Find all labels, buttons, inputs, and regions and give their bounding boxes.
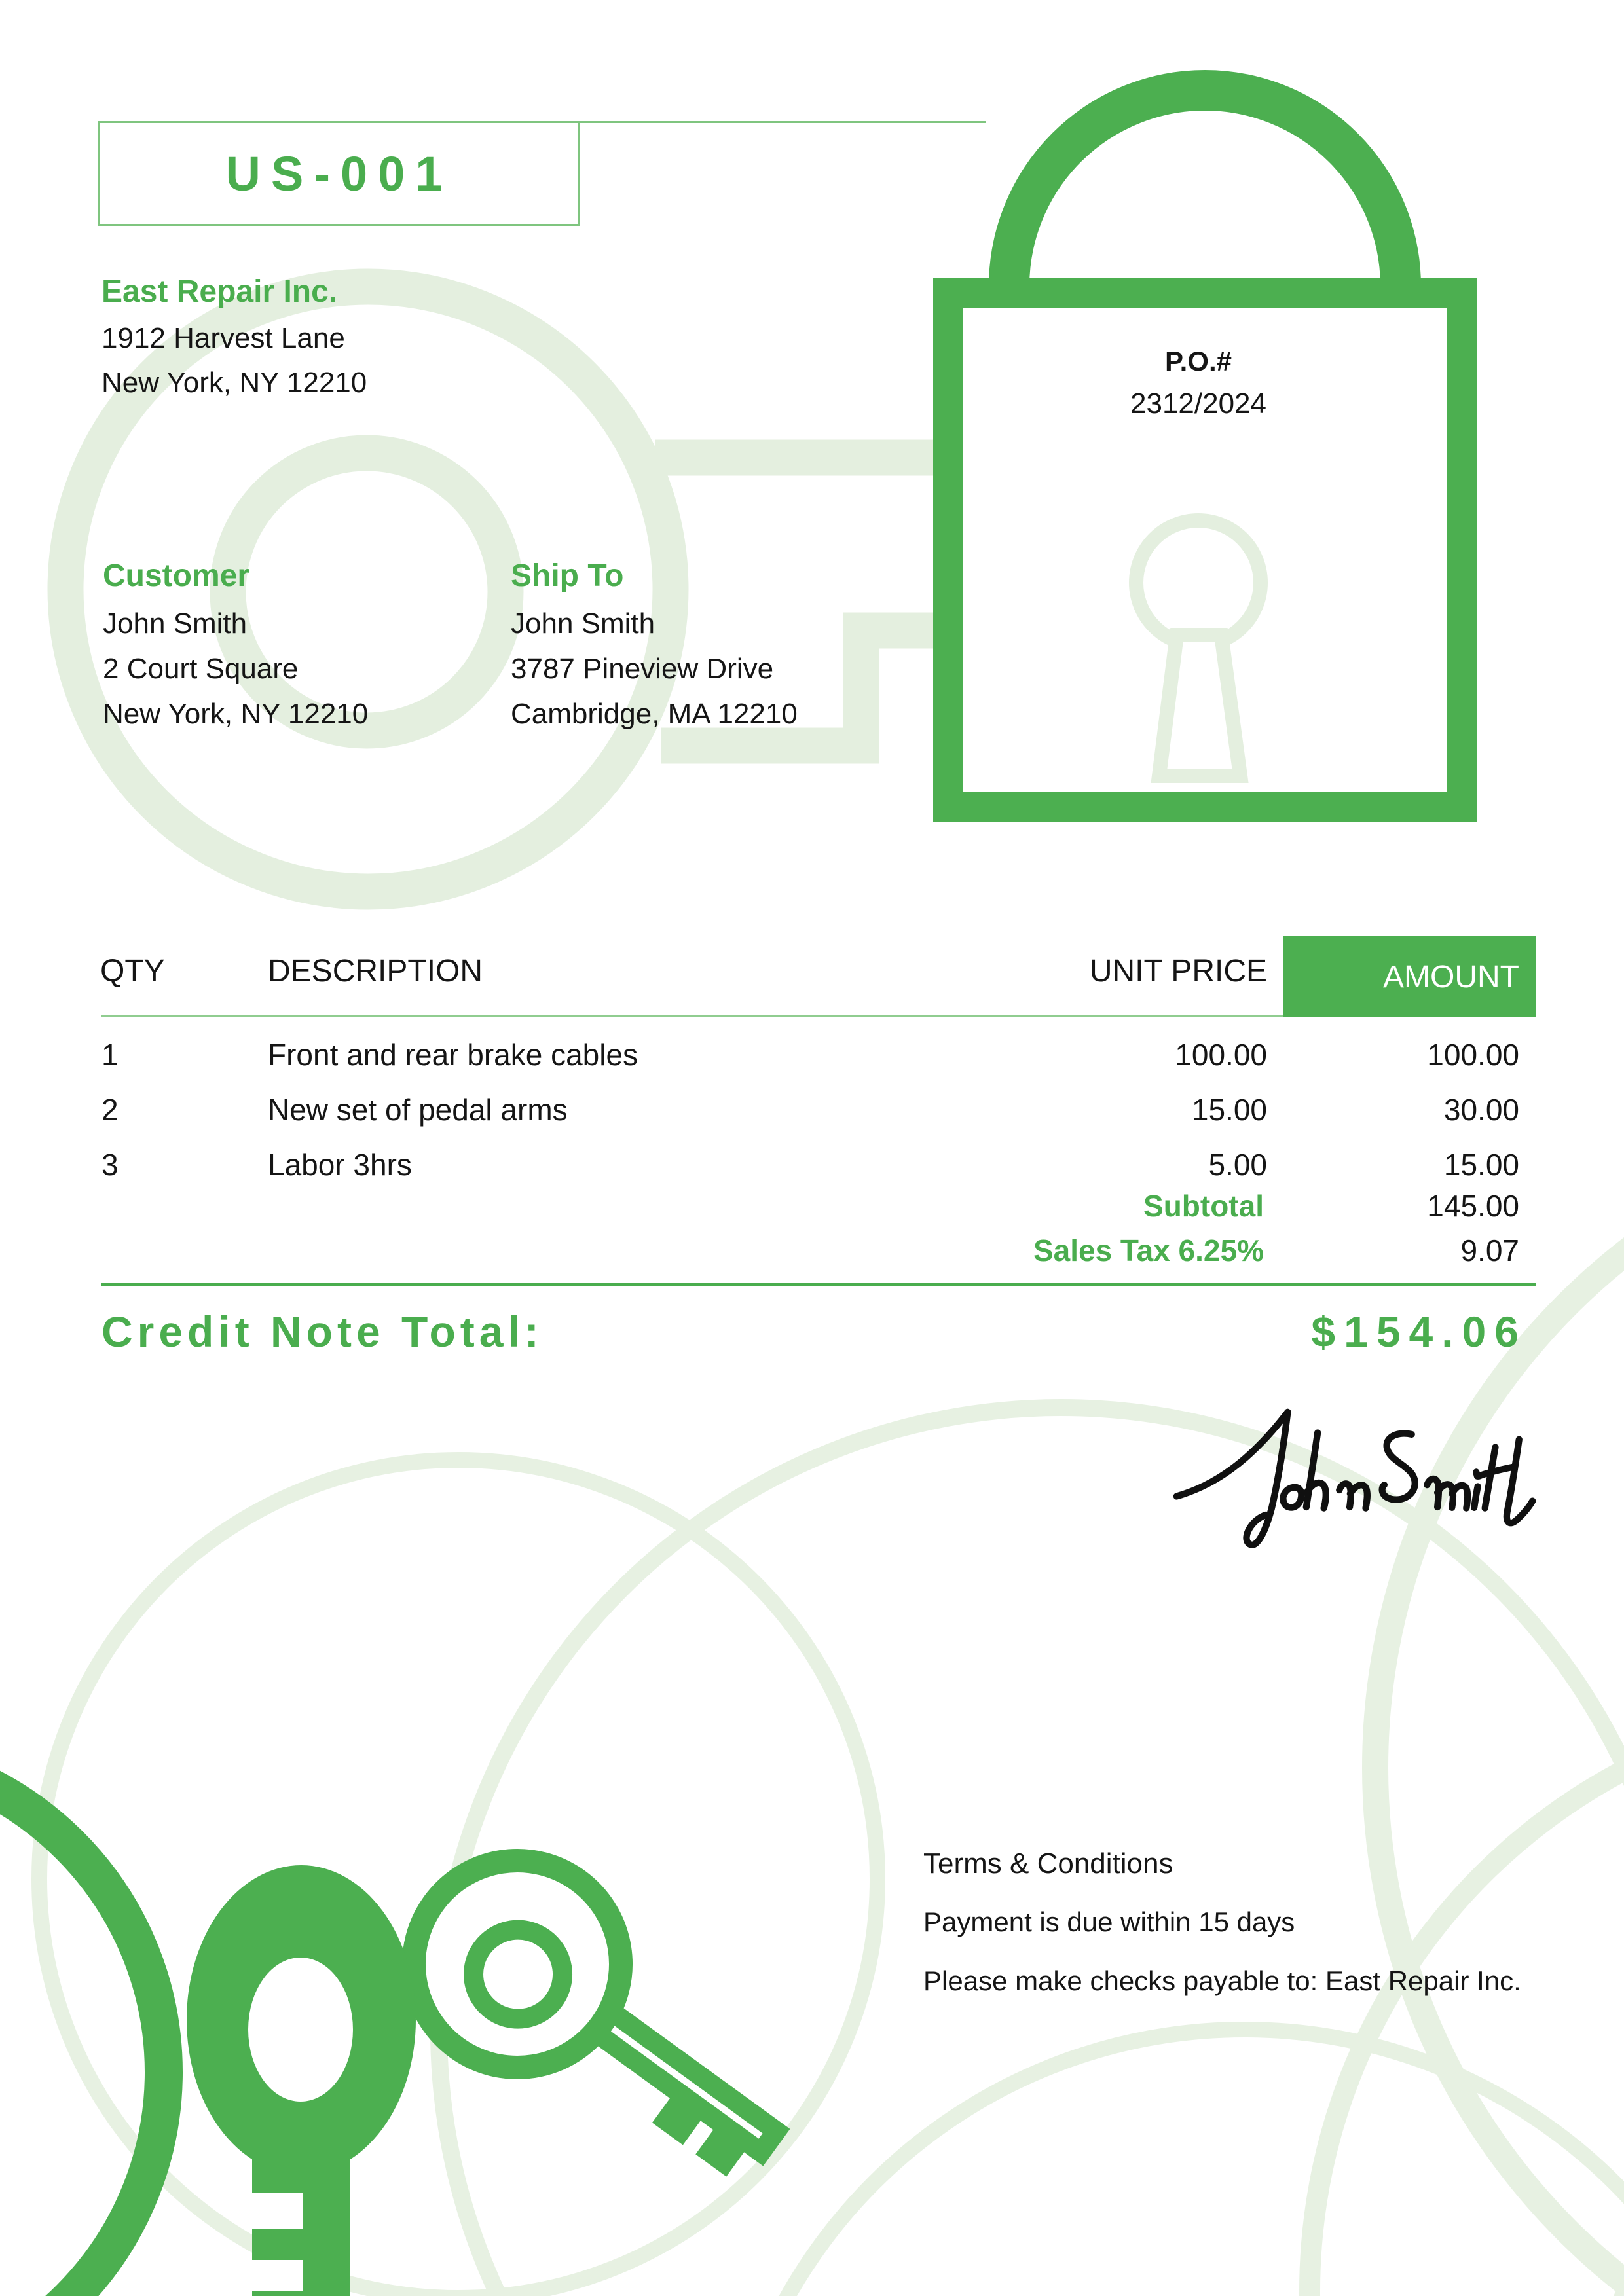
row-unit-price: 5.00 [1208, 1148, 1267, 1182]
terms-heading: Terms & Conditions [923, 1848, 1173, 1880]
row-amount: 15.00 [1443, 1148, 1519, 1182]
total-rule [101, 1283, 1536, 1286]
column-header-amount-block [1283, 936, 1536, 1017]
row-amount: 100.00 [1427, 1038, 1519, 1072]
po-number-label: P.O.# [1165, 346, 1232, 376]
row-description: Labor 3hrs [268, 1148, 412, 1182]
ship-to-address-line2: Cambridge, MA 12210 [511, 698, 798, 730]
company-address-line1: 1912 Harvest Lane [101, 322, 345, 354]
company-name: East Repair Inc. [101, 274, 338, 309]
company-address-line2: New York, NY 12210 [101, 367, 367, 399]
customer-address-line2: New York, NY 12210 [103, 698, 369, 730]
terms-line1: Payment is due within 15 days [923, 1906, 1295, 1937]
padlock-icon [948, 90, 1462, 807]
credit-note-number-box [98, 121, 580, 226]
po-number-value: 2312/2024 [1130, 388, 1266, 420]
column-header-unit-price: UNIT PRICE [1089, 954, 1267, 989]
ship-to-name: John Smith [511, 608, 655, 640]
row-qty: 1 [101, 1038, 119, 1072]
row-qty: 2 [101, 1093, 119, 1127]
ship-to-address-line1: 3787 Pineview Drive [511, 653, 774, 685]
sales-tax-label: Sales Tax 6.25% [1033, 1233, 1264, 1267]
row-unit-price: 15.00 [1191, 1093, 1267, 1127]
row-amount: 30.00 [1443, 1093, 1519, 1127]
credit-note-total-value: $154.06 [1311, 1307, 1527, 1356]
row-description: Front and rear brake cables [268, 1038, 638, 1072]
signature [1169, 1362, 1536, 1584]
customer-name: John Smith [103, 608, 248, 640]
terms-line2: Please make checks payable to: East Repair Inc. [923, 1965, 1521, 1996]
subtotal-value: 145.00 [1427, 1189, 1519, 1223]
row-qty: 3 [101, 1148, 119, 1182]
column-header-description: DESCRIPTION [268, 954, 483, 989]
column-header-qty: QTY [100, 954, 165, 989]
credit-note-total-label: Credit Note Total: [101, 1307, 544, 1356]
header-divider-line [580, 121, 986, 123]
row-description: New set of pedal arms [268, 1093, 568, 1127]
row-unit-price: 100.00 [1175, 1038, 1267, 1072]
table-header-rule [101, 1015, 1283, 1017]
customer-address-line1: 2 Court Square [103, 653, 299, 685]
customer-heading: Customer [103, 558, 250, 593]
key-ring-icon [0, 1751, 164, 2296]
ship-to-heading: Ship To [511, 558, 624, 593]
sales-tax-value: 9.07 [1460, 1233, 1519, 1267]
subtotal-label: Subtotal [1143, 1189, 1264, 1223]
column-header-amount: AMOUNT [1383, 959, 1519, 994]
credit-note-number: US-001 [225, 146, 453, 201]
